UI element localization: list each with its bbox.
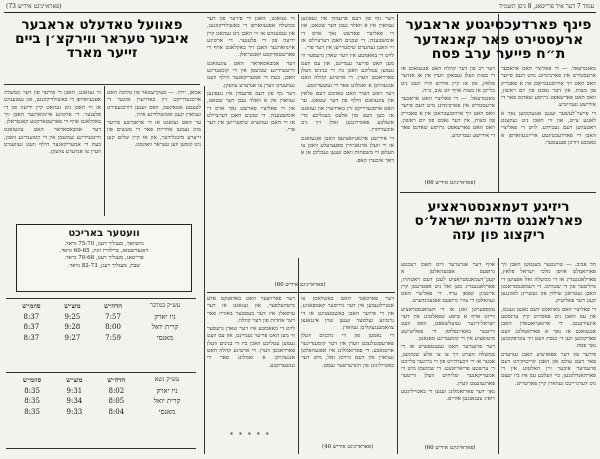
table-header-cell: מוצ״ש <box>64 302 81 310</box>
table-cell: 8:37 <box>23 333 40 342</box>
table-cell: 9:27 <box>64 333 81 342</box>
table-cell: 9:31 <box>66 386 83 395</box>
article-paragraph: נאך דער פארזאמלונג זענען די באטייליגטע רואיג צעגאנגען אהיים. <box>401 389 495 403</box>
article-paragraph: דער אמבאסאדאר האט צוגעזאגט ווייטערדיגע שמועסן אין די קומענדיגע וואכן, בעת די אמעריקאנער הילף וועט געווענדט ווערן צו אנדערע צוועקן. <box>207 60 295 89</box>
page-header-left: (פאראייניגט אידיש 73) <box>6 3 62 10</box>
article-credit: (פאראייניגט אידיש 80) <box>274 282 326 288</box>
table-cell: 8:35 <box>24 407 40 416</box>
table-cell-city: ניו יארק <box>156 386 178 395</box>
section-rule <box>6 298 196 299</box>
table-cell: 8:37 <box>23 323 40 331</box>
article-paragraph: דער אמבאסאדאר האט צוגעזאגט ווייטערדיגע שמועסן אין די קומענדיגע וואכן, בעת די אמעריקאנער הילף וועט געווענדט ווערן צו אנדערע צוועקן. <box>4 127 101 156</box>
section-rule <box>4 84 200 85</box>
table-cell: 9:25 <box>64 312 81 321</box>
article-paragraph: עקספערטן זאגן אז די דעמאנסטראציע ווייזט אויף א טיפע שפאלטונג אין דער ישראל׳דיגער געזעלשאפט, וואס וועט ווייטער באאיינפלוסן די פאליטישע סיטואציע אין די קומענדיגע מאנאטן. <box>401 306 495 342</box>
article-paragraph: דער גוף פון דעם פרעמדן איז געפונען געווארן אין א וואלד נעבן דער שטאט, און די פאליציי פארשט נאך אויס די אומשטענדן. די שכנים האבן דערציילט אז זיי האבן געהערט שיסערייען אין דער פרי. <box>301 16 394 52</box>
table-header-cell: הדה״ש <box>107 376 126 384</box>
table-label: עש״ק נשא <box>154 376 180 383</box>
article-body <box>207 16 295 278</box>
weather-line: שבת, מעגליך רעגן, 82-73 גראד. <box>67 262 141 269</box>
section-rule <box>400 192 596 193</box>
section-rule <box>207 292 395 293</box>
article-body <box>301 16 394 278</box>
header-rule <box>4 12 596 13</box>
table-header-cell: הדה״ש <box>104 302 123 310</box>
article-credit: (פאראייניגט אידיש 60) <box>424 445 476 451</box>
table-cell: 8:37 <box>23 312 40 321</box>
article-paragraph: דער פארזיצער האט באדאנקט אלע מיטהעלפער, און געזאגט אז דער ערפאלג איז דער בעסטער באווייז פאר דער אחדות פון דער קהלה. <box>207 296 295 324</box>
table-cell: 7:59 <box>105 333 121 342</box>
article-paragraph: מאנטרעאל. — די פאליציי האט אראבער ארעסטירט אין פארבינדונג מיט דעם פייער וואס האט זיך ארויסגעבראכן אין א פאבריק פון מצות, אין דער נאכט פון יום ראשון, וואס האט פארשאפט גרויסע שאדנס פאר די אידישע געמיינדע. <box>401 96 495 139</box>
table-cell: 8:02 <box>108 386 125 395</box>
article-paragraph: ווי געזאגט, האבן די פירער פון דער ממשלה אפגעווארפן די באשולדיקונגען, און געטענהט אז זיי האבן ניט געהאט קיין ידיעה פון די פלענער. די ארטיגע איינוואוינער האבן זיך באקלאגט אויף די פארשטארקטע קאנטראלן. <box>4 90 101 126</box>
article-paragraph: דער רב פון דער קהלה האט אנגעזאגט אז די מצות וועלן געבאקן ווערן אין אן אנדער פלאץ, און אז קיין אידיש הויז וועט ניט בלייבן אן מצות אויף יום טוב, ב״ה. <box>401 66 495 94</box>
table-row <box>10 333 196 344</box>
table-cell-city: קרית יואל <box>153 397 181 405</box>
table-cell: 9:34 <box>66 397 83 405</box>
article-body <box>501 262 596 448</box>
section-rule <box>6 448 196 449</box>
article-paragraph: אויף דער אנדערער זייט האבן רעכטע גרופעס אפגעהאלטן א קעגן־דעמאנסטראציע לעבן דעם ראטהויז, פארלאנגענדיג מען זאל ניט אפטרעטן קיין איינציגן שפאן ערד. די פאליציי האט געהאלטן די צוויי גרופעס אפגעזונדערט. <box>401 262 495 305</box>
table-cell-city: קרית יואל <box>151 323 179 331</box>
table-header-cell: מוצ״ש <box>66 376 83 384</box>
article-paragraph: דער פרעמיער האט געענטפערט אז די ממשלה הערט זיך צו צו אלע שטימען, אבער אז די זיכערהייט פון די בירגער בלייבט די ערשטע פריאריטעט. די שמועסן מיט די אמעריקאנער שליחים וועלן ווייטער פארגעזעצט ווערן. <box>401 344 495 387</box>
table-row <box>10 396 196 407</box>
section-stars: * * * * * <box>230 432 271 439</box>
table-row <box>10 312 196 323</box>
table-cell: 8:00 <box>105 323 121 331</box>
table-cell: 8:35 <box>24 397 40 405</box>
table-cell: 8:35 <box>24 386 40 395</box>
table-header-row <box>10 301 196 312</box>
article-paragraph: אמאן, ירדן. — סעקרעטאר פון מלוכה האט אויסגעדריקט זיין באדויערן איבער די לעצטע אטאקעס, וואס זענען דורכגעפירט געווארן קעגן אומשולדיגע אידן. <box>107 90 201 118</box>
article-paragraph: דער גוף פון דעם פרעמדן איז געפונען געווארן אין א וואלד נעבן דער שטאט, און די פאליציי פארשט נאך אויס די אומשטענדן. די שכנים האבן דערציילט אז זיי האבן געהערט שיסערייען אין דער פרי. <box>207 90 295 134</box>
article-body <box>207 296 295 428</box>
table-cell: 9:33 <box>66 407 83 416</box>
weather-line: פרייטאג, מעגליך רעגן, 70-68 גראד. <box>64 255 144 262</box>
article-paragraph: ווי געזאגט, האבן די פירער פון דער ממשלה אפגעווארפן די באשולדיקונגען, און געטענהט אז זיי האבן ניט געהאט קיין ידיעה פון די פלענער. די ארטיגע איינוואוינער האבן זיך באקלאגט אויף די פארשטארקטע קאנטראלן. <box>207 16 295 59</box>
article-body <box>4 90 101 214</box>
section-rule <box>6 372 196 373</box>
table-header-cell: סוזמ״ש <box>22 376 42 384</box>
table-row <box>10 386 196 397</box>
column-rule <box>204 86 205 454</box>
weather-title: וועטער באריכט <box>68 228 140 239</box>
article-paragraph: דער ראש העיר האט באזוכט דעם פלאץ און צוגעזאגט הילף פון דער שטאט. ער האט אויסגעדריקט זיין באדויערן און געזאגט אז מען וועט טון אלעס מעגליכע כדי אזעלכע פאסירונגען זאלן זיך ניט איבערחזרן. <box>301 90 394 134</box>
table-cell-city: מאנסי <box>158 407 176 416</box>
article-body <box>501 66 596 178</box>
column-rule <box>397 14 398 454</box>
candle-times-table <box>10 301 196 343</box>
weather-line: דאנערשטאג, טיילווייז זוניג, 60-65 גראד. <box>59 248 149 255</box>
weather-box <box>16 224 192 292</box>
article-paragraph: פירער פון דער אפאזיציע האבן גערעדט פאר דעם עולם און האבן קריטיקירט דעם פרעמיער איבער זיין האלטונג אין די פארהאנדלונגען, ביי וועלכע עס איז ביז יעצט ניט דערגרייכט געווארן קיין פארשריט. <box>501 351 596 387</box>
table-cell: 9:28 <box>64 323 81 331</box>
candle-times-table <box>10 375 196 417</box>
article-body <box>107 90 201 214</box>
column-rule <box>498 258 499 454</box>
article-headline: פאוועל טאדעלט אראבער איבער טעראר ווירקצ׳ן ביים זייער מארד <box>15 17 189 62</box>
column-rule <box>104 86 105 216</box>
table-cell-city: ניו יארק <box>154 312 176 321</box>
article-paragraph: די פייער־לעשער זענען אנגעקומען נאך א לאנגע צייט, און זיי האבן ניט געקענט ראטעווען דעם געביידע. לויט די פאליציי האבן די פארדעכטיגטע אריינגעווארפן א באמבע דורכן פענצטער. <box>501 110 596 146</box>
article-paragraph: ער האט געזאגט אז די אראבישע פירער מוזן נעמען אחריות פאר די מעשים פון זייערע מיטגלידער, און אז קיין שלום קען ניט קומען ווען טעראר וואקסט. <box>107 120 201 149</box>
article-paragraph: לויט די באאמטע איז דער שאדן גרעסער ווי מען האט פריער געמיינט, און עס וועט נעמען עטליכע וואכן ביז די בנינים וועלן פארראכטן ווערן. די ארטיגע קהלה האט אנגעהויבן א זאמלונג פאר די געשעדיגטע. <box>207 326 295 369</box>
table-label: עש״ק במדבר <box>149 302 181 309</box>
page-header-right: עמוד 7 דער איד פרייטאג, 8 ניסן תשמ״ד <box>498 3 594 10</box>
article-headline: ריזיגע דעמאנסטראציע פארלאנגט מדינת ישראל׳ס ריקצוג פון עזה <box>414 199 583 244</box>
article-credit: (פאראייניגט אידיש 66) <box>424 180 476 186</box>
article-credit: (פאראייניגט אידיש 40) <box>322 444 373 450</box>
article-paragraph: די פאליציי האט באוואכט דעם גאנצן געגנט, און עס האבן ניט פאסירט קיין ערנסטע אינצידענטן. די ארגאניזאטארן האבן אנגעזאגט אז נאך א פארזאמלונג וועט פארקומען ווען די כנסת וועט זיך צונויפקומען נאך פסח. <box>501 306 596 350</box>
article-paragraph: די אידישע ארגאניזאציעס האבן אנגעזאגט אז זיי וועלן ארגאניזירן ספעציעלע וואכן צו העלפן די משפחות וואס זענען געבליבן אן א דאך איבערן קאפ. <box>301 135 394 164</box>
table-header-row <box>10 375 196 386</box>
table-cell: 8:05 <box>108 397 125 405</box>
article-paragraph: דער פארבאנד האט באשלאסן צו אנטיילנעמען אין דער גרויסער קאמפאניע, און די פירער האבן באשטעטיגט אז די נויטיגע געלטער זענען שוין אינגאנצן צוזאמענגעקליבן געווארן. <box>301 296 394 332</box>
article-paragraph: מאנטרעאל. — די פאליציי האט אראבער ארעסטירט אין פארבינדונג מיט דעם פייער וואס האט זיך ארויסגעבראכן אין א פאבריק פון מצות, אין דער נאכט פון יום ראשון, וואס האט פארשאפט גרויסע שאדנס פאר די אידישע געמיינדע. <box>501 66 596 109</box>
article-body <box>401 66 495 178</box>
table-cell: 7:57 <box>105 312 121 321</box>
table-cell: 8:04 <box>108 407 125 416</box>
article-paragraph: תל אביב. — טויזנטער מענטשן האבן זיך פארזאמלט אויפן מלכי ישראל פלאץ, פארלאנגענדיג אז די ממשלה זאל אפציען די מיליטער פון די שטחים. די דעמאנסטראנטן האבן געטראגן שילדן און געשריגן לאזונגען קעגן דער פאליטיק. <box>501 262 596 305</box>
table-header-cell: סוזמ״ש <box>22 302 41 310</box>
weather-line: מיטוואך, מעגליך רעגן, 75-70 גראד. <box>64 241 144 247</box>
article-paragraph: לויט די באאמטע איז דער שאדן גרעסער ווי מען האט פריער געמיינט, און עס וועט נעמען עטליכע וואכן ביז די בנינים וועלן פארראכטן ווערן. די ארטיגע קהלה האט אנגעהויבן א זאמלונג פאר די געשעדיגטע. <box>301 53 394 89</box>
table-row <box>10 322 196 333</box>
article-paragraph: די נאמען פון די נדבנים וועלן פארעפנטלעכט ווערן אין דער קומענדיגער אויסגאבע. די פארזאמלונג איז אפגעהאלטן געווארן אין דעם גרויסן זאל, מיט דער באטייליגונג פון הונדערטער געסט. <box>301 333 394 369</box>
column-rule <box>298 14 299 74</box>
article-headline: פינף פארדעכטיגטע אראבער ארעסטירט פאר קאנאדער ת״ח פייער ערב פסח <box>405 17 592 63</box>
article-body <box>301 296 394 434</box>
article-body <box>401 262 495 438</box>
table-row <box>10 407 196 418</box>
table-cell-city: מאנסי <box>156 333 174 342</box>
